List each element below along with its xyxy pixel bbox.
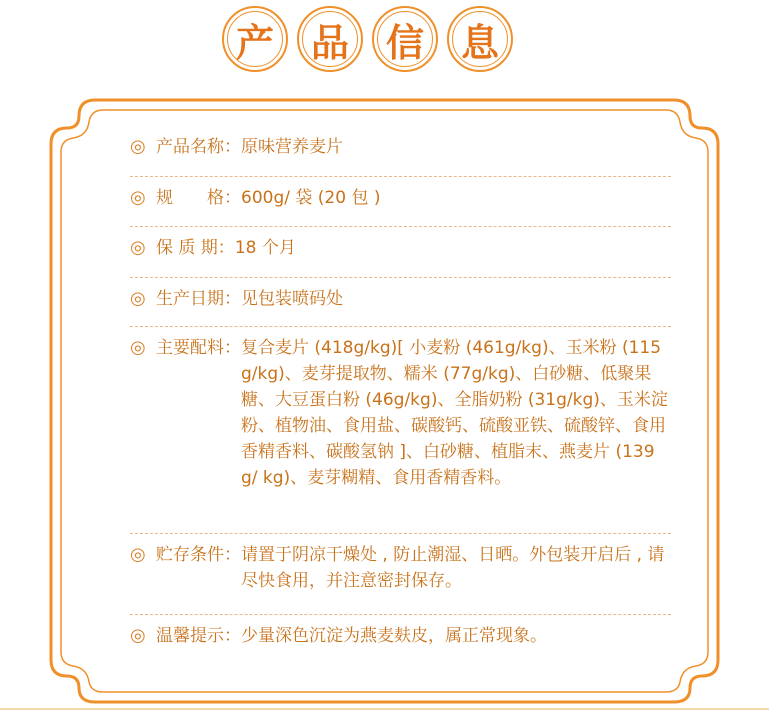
row-value: 见包装喷码处 [241,289,343,309]
row-value: 复合麦片 (418g/kg)[ 小麦粉 (461g/kg)、玉米粉 (115g/kg)、麦芽提取物、糯米 (77g/kg)、白砂糖、低聚果糖、大豆蛋白粉 (46g/kg)、全脂奶粉 (31g/kg)、玉米淀粉、植物油、食用盐、碳酸钙、硫酸亚铁、硫酸锌、食用香精香料、碳酸氢钠 ]、白砂糖、植脂末、燕麦片 (139g/ kg)、麦芽糊精、食用香精香料。 [241,338,668,488]
double-circle-icon: ◎ [130,544,146,565]
info-row-name [130,126,671,177]
title-char: 息 [460,19,499,65]
row-value: 原味营养麦片 [241,137,343,157]
info-row-spec [130,177,671,227]
double-circle-icon: ◎ [130,625,146,646]
double-circle-icon: ◎ [130,288,146,309]
row-value: 18 个月 [234,238,296,258]
title-char: 信 [385,19,424,65]
row-label: 保 质 期： [156,238,235,258]
row-label: 产品名称： [156,137,241,157]
info-row-ingredients [130,327,671,534]
info-row-tip [130,615,671,665]
double-circle-icon: ◎ [130,337,146,358]
info-row-production-date [130,278,671,327]
double-circle-icon: ◎ [130,237,146,258]
row-label: 贮存条件： [156,545,241,565]
row-value: 600g/ 袋 (20 包 ) [241,188,381,208]
row-label: 主要配料： [156,338,241,358]
product-info-list [130,126,671,665]
row-label: 规 格： [156,188,241,208]
double-circle-icon: ◎ [130,187,146,208]
title-char: 产 [235,19,274,65]
row-label: 温馨提示： [156,626,241,646]
row-value: 少量深色沉淀为燕麦麸皮，属正常现象。 [241,626,547,646]
double-circle-icon: ◎ [130,136,146,157]
row-label: 生产日期： [156,289,241,309]
info-row-shelf-life [130,227,671,278]
info-row-storage [130,534,671,615]
row-value: 请置于阴凉干燥处 , 防止潮湿、日晒。外包装开启后 , 请尽快食用，并注意密封保存。 [241,545,665,591]
title-char: 品 [310,19,349,65]
